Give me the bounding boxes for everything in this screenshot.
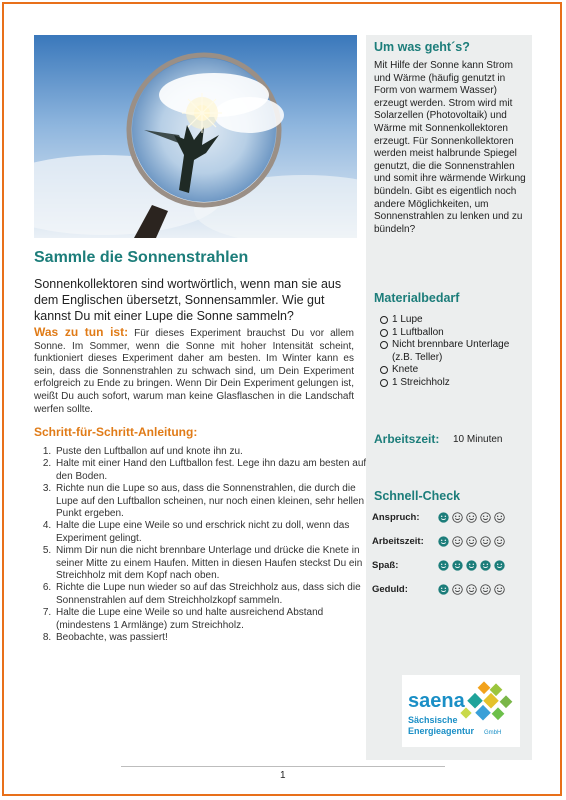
steps-heading: Schritt-für-Schritt-Anleitung:: [34, 425, 198, 439]
check-label: Spaß:: [372, 560, 399, 571]
smiley-outline-icon: [466, 512, 477, 523]
smiley-outline-icon: [494, 536, 505, 547]
list-item: 6. Richte die Lupe nun wieder so auf das Streichholz aus, dass sich die Sonnenstrahlen auf dem Streichholzkopf sammeln.: [54, 582, 372, 607]
smiley-filled-icon: [452, 560, 463, 571]
material-heading: Materialbedarf: [374, 291, 460, 305]
material-list: [374, 314, 509, 390]
rating-faces: [438, 584, 505, 595]
smiley-outline-icon: [452, 584, 463, 595]
logo-name: saena: [408, 690, 465, 712]
rating-faces: [438, 512, 505, 523]
smiley-outline-icon: [480, 584, 491, 595]
list-item: 5. Nimm Dir nun die nicht brennbare Unterlage und drücke die Knete in seiner Mitte zu einem Haufen. Mitten in diesen Haufen steckst Du ein Streichholz mit dem Kopf nach oben.: [54, 545, 372, 582]
page-title: Sammle die Sonnenstrahlen: [34, 249, 249, 266]
bullet-icon: [380, 366, 388, 374]
smiley-filled-icon: [466, 560, 477, 571]
rating-faces: [438, 560, 505, 571]
smiley-outline-icon: [452, 512, 463, 523]
list-item: 3. Richte nun die Lupe so aus, dass die Sonnenstrahlen, die durch die Lupe auf den Luftballon scheinen, nur noch einen kleinen, sehr hellen Punkt ergeben.: [54, 483, 372, 520]
smiley-filled-icon: [438, 512, 449, 523]
check-row-arbeitszeit: [372, 536, 424, 547]
smiley-filled-icon: [494, 560, 505, 571]
page-number: 1: [280, 770, 286, 781]
smiley-outline-icon: [480, 512, 491, 523]
smiley-outline-icon: [466, 536, 477, 547]
magnifying-glass-photo: [34, 35, 357, 238]
check-heading: Schnell-Check: [374, 489, 461, 503]
list-item: Knete: [374, 364, 509, 377]
list-item: 1 Lupe: [374, 314, 509, 327]
list-item: 8. Beobachte, was passiert!: [54, 632, 372, 644]
list-item: Nicht brennbare Unterlage: [374, 339, 509, 352]
list-item: 1 Luftballon: [374, 327, 509, 340]
rating-faces: [438, 536, 505, 547]
logo-mark-icon: [460, 681, 512, 720]
check-row-geduld: [372, 584, 408, 595]
steps-list: [34, 446, 372, 645]
smiley-filled-icon: [480, 560, 491, 571]
todo-heading: Was zu tun ist:: [34, 325, 129, 339]
smiley-outline-icon: [494, 512, 505, 523]
list-item: 1 Streichholz: [374, 377, 509, 390]
logo-suffix: GmbH: [484, 730, 502, 736]
bullet-icon: [380, 329, 388, 337]
footer-line: [121, 766, 445, 767]
smiley-filled-icon: [438, 560, 449, 571]
smiley-outline-icon: [466, 584, 477, 595]
smiley-outline-icon: [452, 536, 463, 547]
bullet-icon: [380, 316, 388, 324]
saena-logo: [402, 675, 520, 747]
worktime-label: Arbeitszeit:: [374, 432, 440, 446]
list-item: 4. Halte die Lupe eine Weile so und erschrick nicht zu doll, wenn das Experiment gelingt.: [54, 520, 372, 545]
check-row-spass: [372, 560, 398, 571]
about-heading: Um was geht´s?: [374, 40, 470, 54]
todo-text: Für dieses Experiment brauchst Du vor allem Sonne. Im Sommer, wenn die Sonne mit hoher Intensität scheint, funktioniert dieses Experiment daher am besten. Im Winter kann es sein, dass die Sonnenstrahlen zu schwach sind, um Dein Experiment erfolgreich zu Ende zu bringen. Wenn Dir Dein Experiment gelungen ist, weißt Du auch sofort, warum man keine Glasflaschen in die Landschaft werfen sollte.: [34, 328, 355, 415]
smiley-filled-icon: [438, 584, 449, 595]
check-label: Anspruch:: [372, 512, 420, 523]
check-label: Arbeitszeit:: [372, 536, 424, 547]
check-row-anspruch: [372, 512, 420, 523]
lead-paragraph: Sonnenkollektoren sind wortwörtlich, wenn man sie aus dem Englischen übersetzt, Sonnensammler. Wie gut kannst Du mit einer Lupe die Sonne sammeln?: [34, 277, 342, 323]
check-label: Geduld:: [372, 584, 408, 595]
logo-line2: Energieagentur: [408, 726, 475, 736]
smiley-outline-icon: [494, 584, 505, 595]
list-item: (z.B. Teller): [392, 351, 443, 363]
bullet-icon: [380, 341, 388, 349]
todo-paragraph: [34, 326, 354, 416]
worktime-value: 10 Minuten: [453, 434, 503, 445]
list-item: 7. Halte die Lupe eine Weile so und halte ausreichend Abstand (mindestens 1 Armlänge) zum Streichholz.: [54, 607, 372, 632]
bullet-icon: [380, 379, 388, 387]
about-text: Mit Hilfe der Sonne kann Strom und Wärme (häufig genutzt in Form von warmem Wasser) erzeugt werden. Strom wird mit Solarzellen (Photovoltaik) und Wärme mit Sonnenkollektoren erzeugt. Für Sonnenkollektoren werden meist halbrunde Spiegel genutzt, die die Sonnenstrahlen und somit ihre wärmende Wirkung bündeln. Gibt es eigentlich noch andere Möglichkeiten, um Sonnenstrahlen zu lenken und zu bündeln?: [374, 60, 526, 235]
list-item: 1. Puste den Luftballon auf und knote ihn zu.: [54, 446, 372, 458]
smiley-filled-icon: [438, 536, 449, 547]
logo-line1: Sächsische: [408, 715, 458, 725]
smiley-outline-icon: [480, 536, 491, 547]
list-item: 2. Halte mit einer Hand den Luftballon fest. Lege ihn dazu am besten auf den Boden.: [54, 458, 372, 483]
sidebar: [366, 35, 532, 760]
